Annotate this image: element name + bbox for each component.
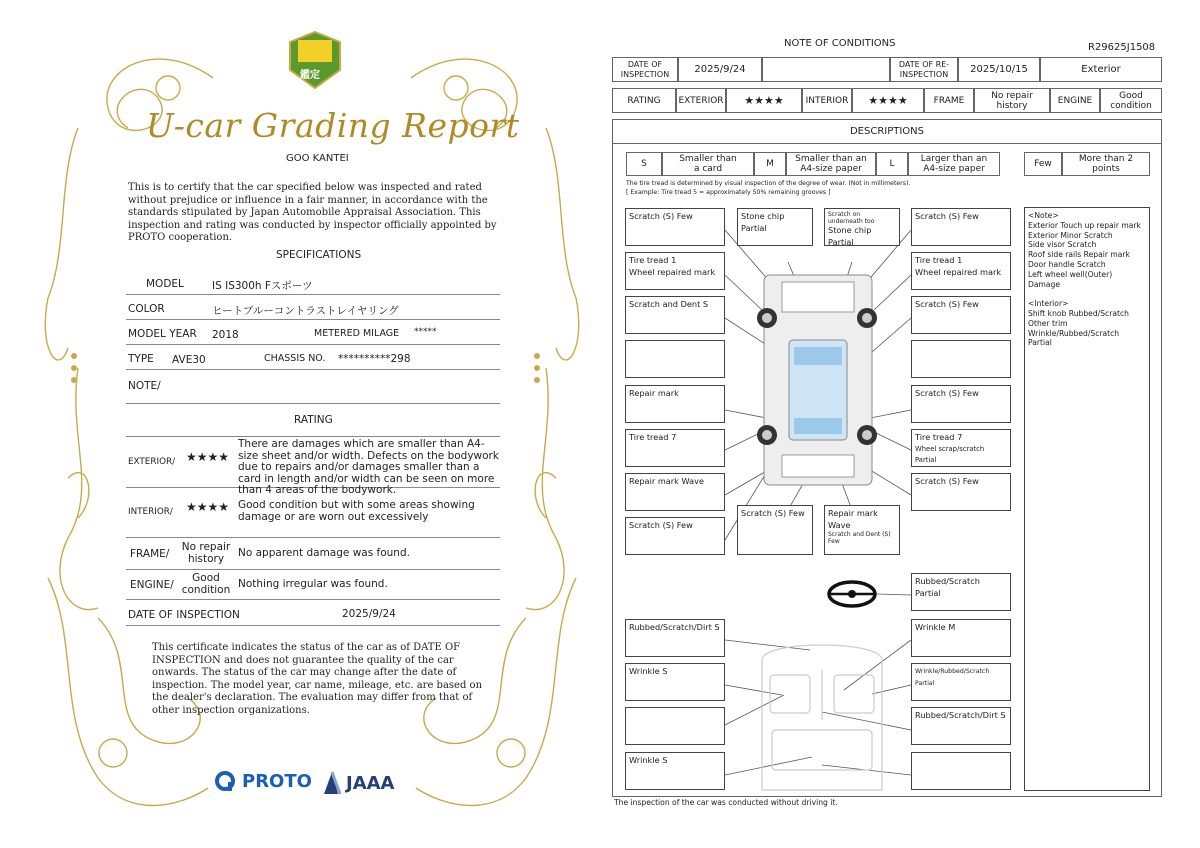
tire-note-2: [ Example: Tire tread 5 = approximately 50% remaining grooves ] bbox=[626, 189, 831, 196]
damage-note-center-console: Wrinkle/Rubbed/Scratch Partial bbox=[911, 663, 1011, 701]
year-row bbox=[126, 320, 500, 345]
damage-note-steering: Rubbed/Scratch Partial bbox=[911, 573, 1011, 611]
damage-note-passenger-seat: Wrinkle S bbox=[625, 663, 725, 701]
engine-row bbox=[126, 570, 500, 600]
inspection-date-row bbox=[126, 600, 500, 626]
goo-kantei-badge bbox=[288, 30, 342, 90]
grading-certificate bbox=[38, 18, 586, 828]
exterior-tag: Exterior bbox=[1040, 57, 1162, 82]
interior-label: INTERIOR bbox=[802, 88, 852, 113]
damage-note-left-quarter: Repair mark Wave bbox=[625, 473, 725, 511]
engine-label: ENGINE/ bbox=[130, 579, 174, 591]
date-of-inspection-label: DATE OF INSPECTION bbox=[612, 57, 678, 82]
model-value: IS IS300h Fスポーツ bbox=[212, 280, 313, 292]
damage-note-rear-bumper: Repair mark Wave Scratch and Dent (S) Few bbox=[824, 505, 900, 555]
engine-description: Nothing irregular was found. bbox=[238, 578, 388, 590]
car-interior-icon bbox=[762, 645, 882, 790]
date-of-reinspection-value: 2025/10/15 bbox=[958, 57, 1040, 82]
exterior-label: EXTERIOR/ bbox=[128, 457, 176, 467]
damage-note-left-fender: Scratch and Dent S bbox=[625, 296, 725, 334]
damage-note-front-right-bumper: Scratch (S) Few bbox=[911, 208, 1011, 246]
certification-statement: This is to certify that the car specified below was inspected and rated without prejudice or influence in a fair manner, in accordance with the standards stipulated by Japan Automobile Appraisal Association. This inspection and rating was conducted by inspector officially appointed by PROTO cooperation. bbox=[128, 182, 497, 243]
exterior-stars: ★★★★ bbox=[726, 88, 802, 113]
date-of-inspection-value: 2025/9/24 bbox=[678, 57, 762, 82]
note-label: NOTE/ bbox=[128, 380, 161, 392]
damage-note-left-door-front bbox=[625, 340, 725, 378]
interior-stars: ★★★★ bbox=[186, 500, 230, 514]
proto-logo-text: PROTO bbox=[242, 770, 312, 792]
interior-stars: ★★★★ bbox=[852, 88, 924, 113]
inspection-date-label: DATE OF INSPECTION bbox=[128, 609, 240, 621]
legend-l-key: L bbox=[876, 152, 908, 176]
noc-footer: The inspection of the car was conducted without driving it. bbox=[614, 798, 838, 807]
damage-note-front-left-bumper: Scratch (S) Few bbox=[625, 208, 725, 246]
color-label: COLOR bbox=[128, 303, 165, 315]
damage-note-front-right-wheel: Tire tread 1 Wheel repaired mark bbox=[911, 252, 1011, 290]
frame-value: No repair history bbox=[974, 88, 1050, 113]
badge-text: 鑑定 bbox=[300, 70, 320, 81]
damage-note-hood: Stone chip Partial bbox=[737, 208, 813, 246]
frame-row bbox=[126, 538, 500, 570]
model-row bbox=[126, 270, 500, 295]
mileage-value: ***** bbox=[414, 327, 437, 337]
report-subtitle: GOO KANTEI bbox=[286, 153, 349, 164]
damage-note-driver-seat: Wrinkle M bbox=[911, 619, 1011, 657]
color-row bbox=[126, 295, 500, 320]
report-title: U-car Grading Report bbox=[146, 106, 520, 145]
tire-note-1: The tire tread is determined by visual inspection of the degree of wear. (Not in millimeters). bbox=[626, 180, 911, 187]
damage-note-rear-left-wheel: Tire tread 7 bbox=[625, 429, 725, 467]
car-top-view-icon bbox=[757, 275, 877, 485]
exterior-label: EXTERIOR bbox=[676, 88, 726, 113]
exterior-rating-row bbox=[126, 436, 500, 496]
date-of-reinspection-label: DATE OF RE-INSPECTION bbox=[890, 57, 958, 82]
jaaa-logo bbox=[320, 770, 395, 796]
note-row bbox=[126, 370, 500, 404]
damage-note-interior-right: Rubbed/Scratch/Dirt S bbox=[911, 707, 1011, 745]
legend-m-key: M bbox=[754, 152, 786, 176]
legend-few-key: Few bbox=[1024, 152, 1062, 176]
frame-label: FRAME/ bbox=[130, 548, 170, 560]
steering-wheel-icon bbox=[829, 582, 875, 606]
damage-note-interior-left bbox=[625, 707, 725, 745]
type-value: AVE30 bbox=[172, 354, 206, 366]
model-year-value: 2018 bbox=[212, 329, 239, 341]
mileage-label: METERED MILAGE bbox=[314, 328, 400, 339]
damage-note-right-fender: Scratch (S) Few bbox=[911, 296, 1011, 334]
interior-rating-row bbox=[126, 488, 500, 538]
engine-value: Good condition bbox=[1100, 88, 1162, 113]
model-label: MODEL bbox=[146, 278, 184, 290]
side-notes: <Note> Exterior Touch up repair mark Exterior Minor Scratch Side visor Scratch Roof side rails Repair mark Door handle Scratch Left wheel well(Outer) Damage <Interior> Shift knob Rubbed/Scratch Other trim Wrinkle/Rubbed/Scratch Partial bbox=[1024, 207, 1150, 791]
inspection-date-value: 2025/9/24 bbox=[342, 608, 396, 620]
type-row bbox=[126, 345, 500, 370]
jaaa-logo-icon bbox=[320, 770, 342, 796]
frame-label: FRAME bbox=[924, 88, 974, 113]
legend-m-value: Smaller than an A4-size paper bbox=[786, 152, 876, 176]
chassis-label: CHASSIS NO. bbox=[264, 353, 326, 364]
damage-note-right-quarter: Scratch (S) Few bbox=[911, 473, 1011, 511]
damage-note-front-left-wheel: Tire tread 1 Wheel repaired mark bbox=[625, 252, 725, 290]
damage-note-left-door-rear: Repair mark bbox=[625, 385, 725, 423]
damage-note-rear-trim bbox=[911, 752, 1011, 790]
jaaa-logo-text: JAAA bbox=[346, 772, 395, 794]
damage-note-trunk: Scratch (S) Few bbox=[737, 505, 813, 555]
noc-title: NOTE OF CONDITIONS bbox=[784, 38, 896, 49]
exterior-stars: ★★★★ bbox=[186, 450, 230, 464]
specifications-heading: SPECIFICATIONS bbox=[276, 249, 362, 261]
damage-note-dashboard: Rubbed/Scratch/Dirt S bbox=[625, 619, 725, 657]
engine-value: Good condition bbox=[181, 572, 231, 596]
damage-note-right-door-rear: Scratch (S) Few bbox=[911, 385, 1011, 423]
damage-note-rear-seat: Wrinkle S bbox=[625, 752, 725, 790]
reference-number: R29625J1508 bbox=[1088, 42, 1156, 53]
frame-description: No apparent damage was found. bbox=[238, 547, 410, 559]
descriptions-heading: DESCRIPTIONS bbox=[612, 119, 1162, 144]
rating-heading: RATING bbox=[294, 414, 333, 426]
damage-note-front-bumper: Scratch on underneath too Stone chip Partial bbox=[824, 208, 900, 246]
damage-note-rear-left: Scratch (S) Few bbox=[625, 517, 725, 555]
model-year-label: MODEL YEAR bbox=[128, 328, 197, 340]
interior-label: INTERIOR/ bbox=[128, 507, 173, 517]
damage-note-right-door-front bbox=[911, 340, 1011, 378]
frame-value: No repair history bbox=[181, 541, 231, 565]
certificate-disclaimer: This certificate indicates the status of the car as of DATE OF INSPECTION and does not guarantee the quality of the car onwards. The status of the car may change after the date of inspection. The model year, car name, mileage, etc. are based on the dealer's declaration. The evaluation may differ from that of other inspection organizations. bbox=[152, 642, 483, 716]
legend-s-key: S bbox=[626, 152, 662, 176]
exterior-description: There are damages which are smaller than A4-size sheet and/or width. Defects on the bodywork due to repairs and/or damages smaller than a card in length and/or width can be seen on more than 4 areas of the bodywork. bbox=[238, 438, 499, 496]
proto-logo bbox=[214, 770, 312, 792]
interior-description: Good condition but with some areas showing damage or are worn out excessively bbox=[238, 499, 475, 523]
legend-few-value: More than 2 points bbox=[1062, 152, 1150, 176]
type-label: TYPE bbox=[128, 353, 154, 365]
damage-note-rear-right-wheel: Tire tread 7 Wheel scrap/scratch Partial bbox=[911, 429, 1011, 467]
proto-logo-icon bbox=[214, 770, 236, 792]
note-of-conditions bbox=[612, 0, 1164, 848]
chassis-value: **********298 bbox=[338, 353, 411, 365]
color-value: ヒートブルーコントラストレイヤリング bbox=[212, 305, 399, 317]
legend-s-value: Smaller than a card bbox=[662, 152, 754, 176]
engine-label: ENGINE bbox=[1050, 88, 1100, 113]
legend-l-value: Larger than an A4-size paper bbox=[908, 152, 1000, 176]
rating-label: RATING bbox=[612, 88, 676, 113]
